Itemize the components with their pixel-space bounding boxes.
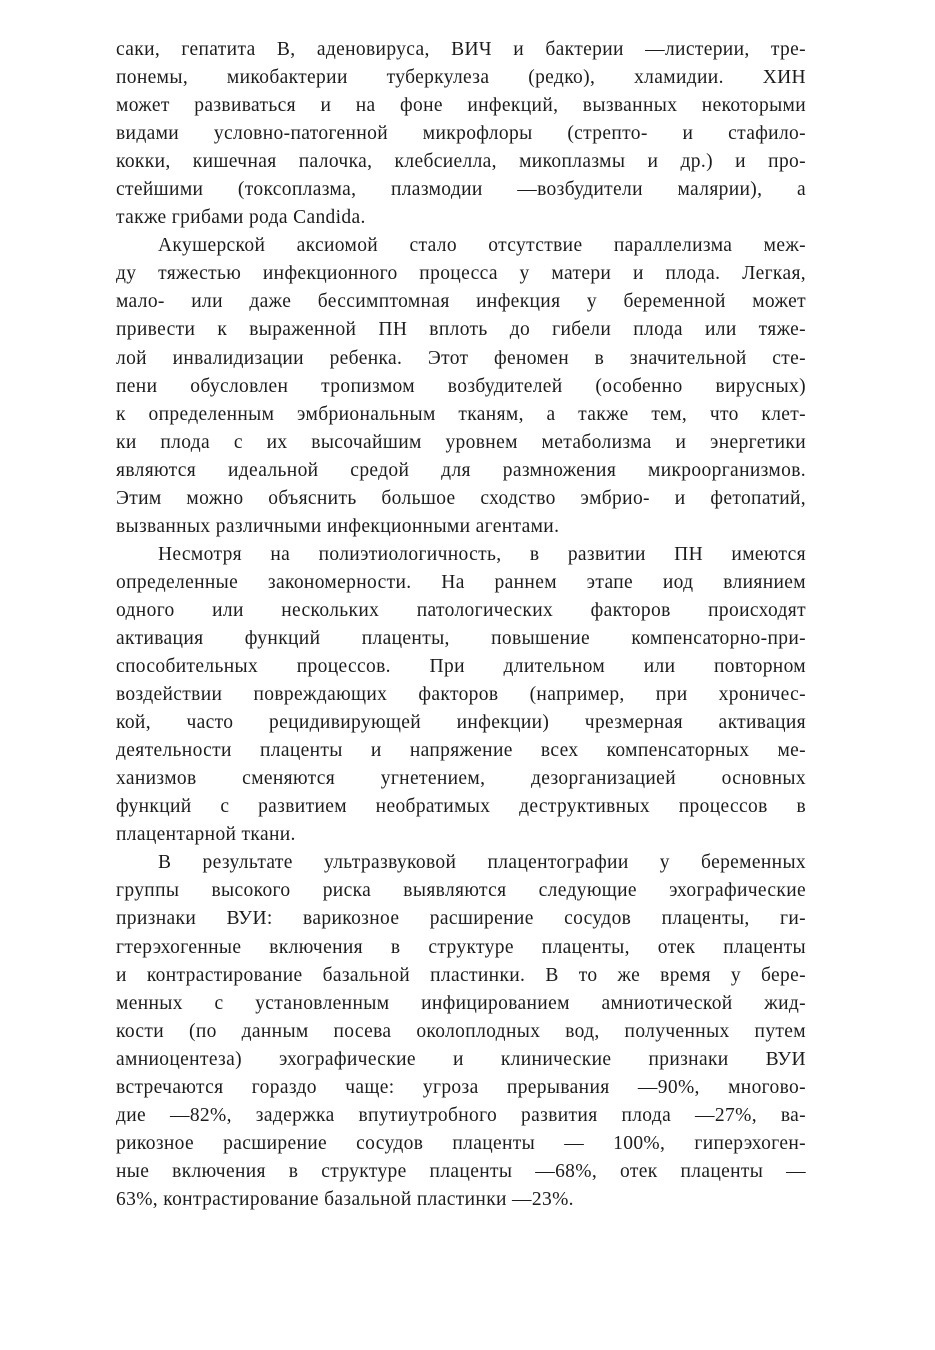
text-line: встречаются гораздо чаще: угроза прерывания —90%, многово- bbox=[116, 1076, 806, 1098]
body-text bbox=[116, 36, 806, 1214]
paragraph-2 bbox=[116, 232, 806, 541]
text-line: ханизмов сменяются угнетением, дезорганизацией основных bbox=[116, 768, 806, 790]
text-line: признаки ВУИ: варикозное расширение сосудов плаценты, ги- bbox=[116, 908, 806, 930]
text-line: Этим можно объяснить большое сходство эмбрио- и фетопатий, bbox=[116, 487, 806, 509]
text-line: лой инвалидизации ребенка. Этот феномен в значительной сте- bbox=[116, 347, 806, 369]
text-line: саки, гепатита В, аденовируса, ВИЧ и бактерии —листерии, тре- bbox=[116, 39, 806, 60]
text-line: деятельности плаценты и напряжение всех компенсаторных ме- bbox=[116, 740, 806, 762]
text-line: Акушерской аксиомой стало отсутствие параллелизма меж- bbox=[158, 235, 806, 257]
text-line: амниоцентеза) эхографические и клинические признаки ВУИ bbox=[116, 1048, 806, 1070]
text-line: ки плода с их высочайшим уровнем метаболизма и энергетики bbox=[116, 431, 806, 453]
text-line: рикозное расширение сосудов плаценты — 100%, гиперэхоген- bbox=[116, 1132, 806, 1154]
paragraph-3 bbox=[116, 541, 806, 850]
text-line: дие —82%, задержка впутиутробного развития плода —27%, ва- bbox=[116, 1104, 806, 1126]
text-line: мало- или даже бессимптомная инфекция у беременной может bbox=[116, 291, 806, 313]
text-line: ные включения в структуре плаценты —68%, отек плаценты — bbox=[116, 1160, 806, 1182]
text-line: понемы, микобактерии туберкулеза (редко), хламидии. ХИН bbox=[116, 67, 806, 89]
text-line: функций с развитием необратимых деструктивных процессов в bbox=[116, 796, 806, 818]
text-line: вызванных различными инфекционными агентами. bbox=[116, 515, 560, 537]
text-line: ду тяжестью инфекционного процесса у матери и плода. Легкая, bbox=[116, 263, 806, 285]
paragraph-4 bbox=[116, 849, 806, 1214]
text-line: группы высокого риска выявляются следующие эхографические bbox=[116, 880, 806, 902]
text-line: В результате ультразвуковой плацентографии у беременных bbox=[158, 852, 806, 874]
text-line: Несмотря на полиэтиологичность, в развитии ПН имеются bbox=[158, 543, 806, 565]
text-line: способительных процессов. При длительном или повторном bbox=[116, 656, 806, 678]
text-line: также грибами рода Candida. bbox=[116, 207, 366, 229]
text-line: плацентарной ткани. bbox=[116, 824, 296, 846]
text-line: стейшими (токсоплазма, плазмодии —возбудители малярии), а bbox=[116, 179, 806, 201]
text-line: кости (по данным посева околоплодных вод, полученных путем bbox=[116, 1020, 806, 1042]
text-line: менных с установленным инфицированием амниотической жид- bbox=[116, 992, 806, 1014]
text-line: являются идеальной средой для размножения микроорганизмов. bbox=[116, 459, 806, 481]
text-line: одного или нескольких патологических факторов происходят bbox=[116, 599, 806, 621]
text-line: 63%, контрастирование базальной пластинки —23%. bbox=[116, 1188, 574, 1210]
text-line: гтерэхогенные включения в структуре плаценты, отек плаценты bbox=[116, 936, 806, 958]
text-line: определенные закономерности. На раннем этапе иод влиянием bbox=[116, 571, 806, 593]
text-line: кокки, кишечная палочка, клебсиелла, микоплазмы и др.) и про- bbox=[116, 151, 806, 173]
text-line: привести к выраженной ПН вплоть до гибели плода или тяже- bbox=[116, 319, 806, 341]
text-line: пени обусловлен тропизмом возбудителей (особенно вирусных) bbox=[116, 375, 806, 397]
paragraph-1 bbox=[116, 36, 806, 232]
text-line: видами условно-патогенной микрофлоры (стрепто- и стафило- bbox=[116, 123, 806, 145]
text-line: воздействии повреждающих факторов (например, при хроничес- bbox=[116, 684, 806, 706]
text-line: к определенным эмбриональным тканям, а также тем, что клет- bbox=[116, 403, 806, 425]
text-line: может развиваться и на фоне инфекций, вызванных некоторыми bbox=[116, 95, 806, 117]
text-line: кой, часто рецидивирующей инфекции) чрезмерная активация bbox=[116, 712, 806, 734]
text-line: и контрастирование базальной пластинки. В то же время у бере- bbox=[116, 964, 806, 986]
text-line: активация функций плаценты, повышение компенсаторно-при- bbox=[116, 627, 806, 649]
